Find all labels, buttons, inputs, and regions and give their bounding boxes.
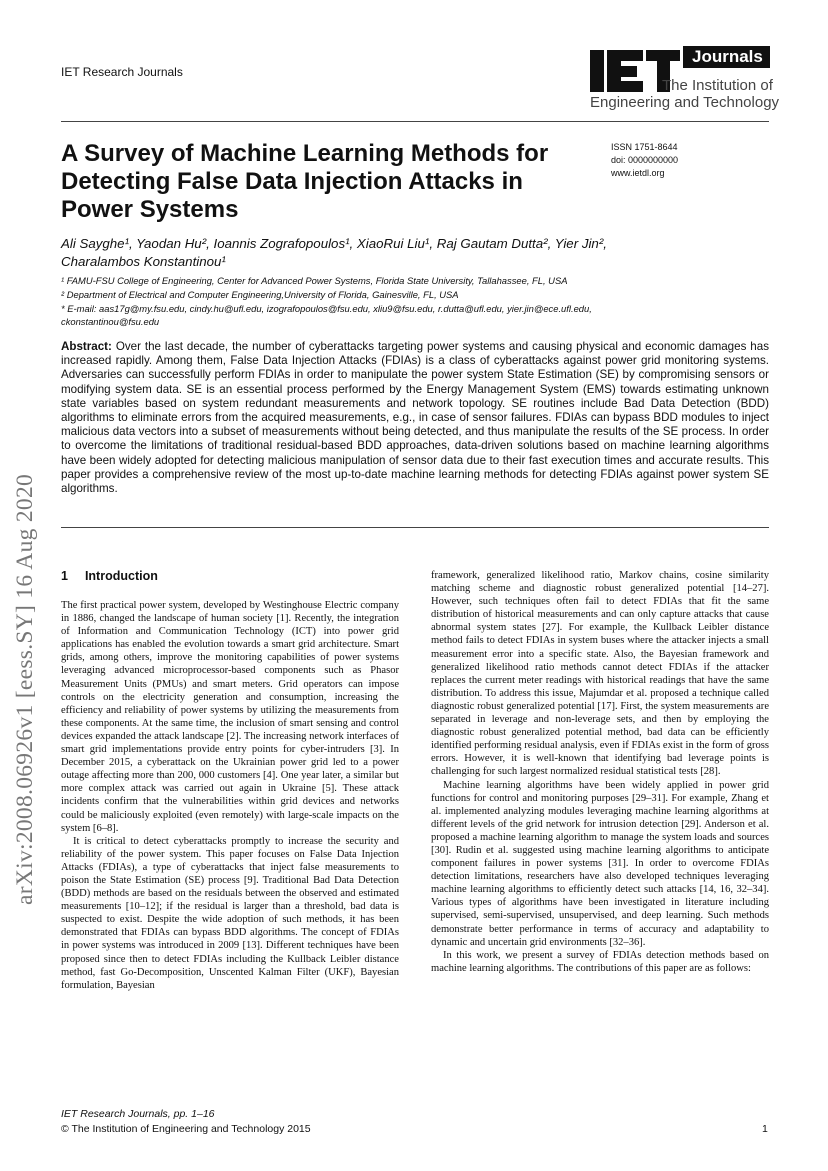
author-list: [61, 235, 761, 271]
logo-institution-line2: Engineering and Technology: [590, 94, 780, 111]
abstract-text: Over the last decade, the number of cyberattacks targeting power systems and causing physical and economic damages has increased rapidly. Among them, False Data Injection Attacks (FDIAs) is a class of cyberattacks against power grid monitoring systems. Adversaries can successfully perform FDIAs in order to manipulate the power system State Estimation (SE) by compromising sensors or modifying system data. SE is an essential process performed by the Energy Management System (EMS) towards estimating unknown state variables based on system redundant measurements and network topology. SE routines include Bad Data Detection (BDD) algorithms to eliminate errors from the acquired measurements, e.g., in case of sensor failures. FDIAs can bypass BDD modules to inject malicious data vectors into a subset of measurements without being detected, and thus manipulate the results of the SE process. In order to overcome the limitations of traditional residual-based BDD approaches, data-driven solutions based on machine learning algorithms have been widely adopted for detecting malicious manipulation of sensor data due to their fast execution times and accurate results. This paper provides a comprehensive review of the most up-to-date machine learning methods for detecting FDIAs against power system SE algorithms.: [61, 340, 769, 496]
contact-emails-cont: ckonstantinou@fsu.edu: [61, 316, 160, 327]
footer-page-range: IET Research Journals, pp. 1–16: [61, 1108, 215, 1120]
right-column: [431, 569, 769, 975]
section-heading: [61, 569, 158, 583]
issn-block: [611, 141, 678, 180]
body-paragraph: framework, generalized likelihood ratio, Markov chains, cosine similarity matching scheme and diagnostic robust generalized potential [14–27]. However, such techniques often fail to detect FDIAs that fit the same distribution of historical measurements and can only capture attacks that cause abnormal system states [27]. For example, the Kullback Leibler distance method fails to detect FDIAs in system buses where the attacker injects a small measurement error into a specific state. Also, the Bayesian framework and generalized likelihood ratio methods cannot detect FDIAs if the attacker replaces the current meter readings with historical readings that have the same distribution. To address this issue, Majumdar et al. proposed a technique called diagnostic robust generalized potential [17]. First, the system measurements are separated in leverage and non-leverage sets, and then by employing the diagnostic robust generalized potential method, bad data can be efficiently identified performing residual analysis, even if FDIAs exist in the form of gross errors. However, it is well-known that identifying bad leverage points is challenging for such largest normalized residual statistical tests [28].: [431, 570, 769, 778]
page-number: 1: [762, 1123, 768, 1135]
abstract-divider: [61, 527, 769, 528]
affiliation-1: ¹ FAMU-FSU College of Engineering, Center for Advanced Power Systems, Florida State University, Tallahassee, FL, USA: [61, 275, 568, 286]
authors-line-2: Charalambos Konstantinou¹: [61, 254, 226, 269]
logo-letter-i-shape: [590, 50, 604, 92]
journal-url: www.ietdl.org: [611, 168, 665, 178]
authors-line-1: Ali Sayghe¹, Yaodan Hu², Ioannis Zografopoulos¹, XiaoRui Liu¹, Raj Gautam Dutta², Yier Jin²,: [61, 236, 607, 251]
logo-institution-line1: The Institution of: [662, 77, 773, 94]
body-paragraph: Machine learning algorithms have been widely applied in power grid functions for control and monitoring purposes [29–31]. For example, Zhang et al. implemented analyzing modules leveraging machine learning algorithms at different levels of the grid network for intrusion detection [29]. Anderson et al. proposed a machine learning algorithm to manage the system loads and sources [30]. Rudin et al. suggested using machine learning algorithms to anticipate component failures in power systems [31]. In order to overcome FDIAs detection limitations, researchers have also developed techniques leveraging machine learning algorithms to efficiently detect such attacks [14, 16, 32–34]. Various types of algorithms have been investigated in literature including supervised, semi-supervised, unsupervised, and deep learning. Such methods demonstrate better performance in terms of accuracy and adaptability to dynamic and uncertain grid environments [32–36].: [431, 779, 769, 948]
journal-name: IET Research Journals: [61, 65, 183, 79]
section-number: 1: [61, 569, 68, 583]
abstract-label: Abstract:: [61, 340, 112, 353]
footer-copyright: © The Institution of Engineering and Technology 2015: [61, 1123, 311, 1135]
body-paragraph: In this work, we present a survey of FDIAs detection methods based on machine learning algorithms. The contributions of this paper are as follows:: [431, 949, 769, 974]
body-paragraph: It is critical to detect cyberattacks promptly to increase the security and reliability of the power system. This paper focuses on False Data Injection Attacks (FDIAs), a type of cyberattacks that inject false measurements to poison the State Estimation (SE) process [9]. Traditional Bad Data Detection (BDD) methods are based on the residuals between the observed and estimated measurements [10–12]; if the residual is larger than a threshold, bad data is suspected to exist. Despite the wide adoption of such methods, it has been demonstrated that FDIAs can bypass BDD algorithms. The concept of FDIAs in power systems was introduced in 2009 [13]. Different techniques have been proposed since then to detect FDIAs including the Kullback Leibler distance method, fast Go-Decomposition, Unscented Kalman Filter (UKF), Bayesian formulation, Bayesian: [61, 835, 399, 991]
left-column: [61, 599, 399, 992]
header-divider: [61, 121, 769, 122]
paper-title: A Survey of Machine Learning Methods for Detecting False Data Injection Attacks in Power Systems: [61, 140, 549, 223]
contact-emails: * E-mail: aas17g@my.fsu.edu, cindy.hu@ufl.edu, izografopoulos@fsu.edu, xliu9@fsu.edu, r.dutta@ufl.edu, yier.jin@ece.ufl.edu,: [61, 303, 592, 314]
arxiv-identifier-stamp: arXiv:2008.06926v1 [eess.SY] 16 Aug 2020: [12, 473, 38, 905]
affiliation-2: ² Department of Electrical and Computer Engineering,University of Florida, Gainesville, FL, USA: [61, 289, 459, 300]
section-title: Introduction: [84, 569, 158, 583]
iet-logo: [590, 46, 780, 114]
issn: ISSN 1751-8644: [611, 142, 678, 152]
doi: doi: 0000000000: [611, 155, 679, 165]
abstract: [61, 340, 769, 496]
logo-journals-box: Journals: [683, 46, 770, 68]
body-paragraph: The first practical power system, developed by Westinghouse Electric company in 1886, changed the landscape of human society [1]. Recently, the integration of Information and Communication Technology (ICT) into power grid applications has enabled the evolution towards a smart grid architecture. Smart grids, among others, improve the monitoring capabilities of power systems leveraging advanced microprocessor-based components such as Phasor Measurement Units (PMUs) and smart meters. Grid operators can impose controls on the electricity generation and consumption, increasing the efficiency and reliability of power systems by utilizing the measurements from these components. At the same time, the inclusion of smart sensing and control devices expanded the attack landscape [2]. The increasing network interfaces of smart grid implementations provide entry points for cyber-intruders [3]. In December 2015, a cyberattack on the Ukrainian power grid led to a power outage affecting more than 200, 000 customers [4]. One year later, a similar but more complex attack was carried out again in Ukraine [5]. These attack incidents confirm that the vulnerabilities within grid devices and networks could be maliciously exploited (even remotely) with large-scale impacts on the system [6–8].: [61, 600, 399, 834]
logo-letter-e-shape: [607, 50, 643, 92]
